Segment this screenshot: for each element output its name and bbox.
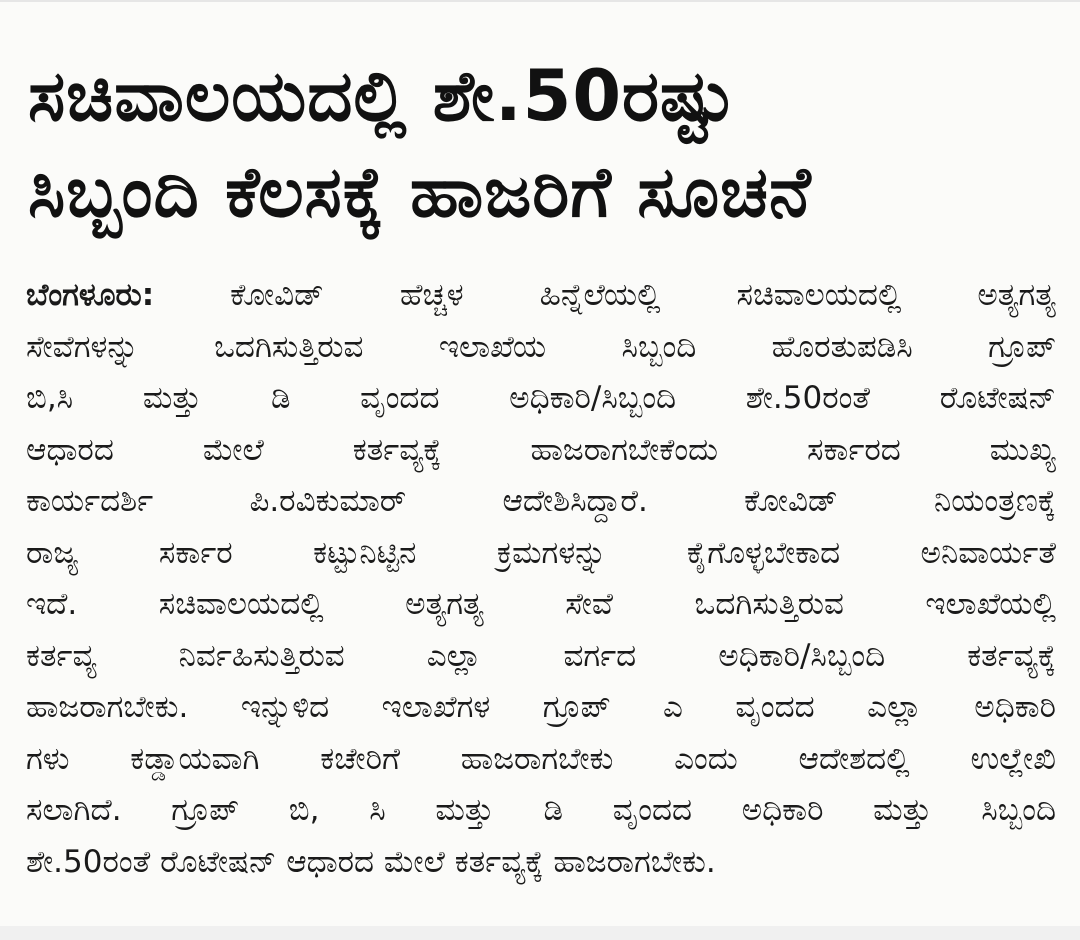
article-line: ಹಾಜರಾಗಬೇಕು. ಇನ್ನುಳಿದ ಇಲಾಖೆಗಳ ಗ್ರೂಪ್ ಎ ವೃಂದದ ಎಲ್ಲಾ ಅಧಿಕಾರಿ	[26, 689, 1056, 725]
dateline: ಬೆಂಗಳೂರು:	[26, 277, 155, 313]
article-line: ಇದೆ. ಸಚಿವಾಲಯದಲ್ಲಿ ಅತ್ಯಗತ್ಯ ಸೇವೆ ಒದಗಿಸುತ್ತಿರುವ ಇಲಾಖೆಯಲ್ಲಿ	[26, 586, 1056, 622]
article-line: ಕರ್ತವ್ಯ ನಿರ್ವಹಿಸುತ್ತಿರುವ ಎಲ್ಲಾ ವರ್ಗದ ಅಧಿಕಾರಿ/ಸಿಬ್ಬಂದಿ ಕರ್ತವ್ಯಕ್ಕೆ	[26, 637, 1056, 674]
headline-line-1: ಸಚಿವಾಲಯದಲ್ಲಿ ಶೇ.50ರಷ್ಟು	[28, 55, 736, 137]
article-line: ಆಧಾರದ ಮೇಲೆ ಕರ್ತವ್ಯಕ್ಕೆ ಹಾಜರಾಗಬೇಕೆಂದು ಸರ್ಕಾರದ ಮುಖ್ಯ	[26, 431, 1056, 468]
article-line: ಸೇವೆಗಳನ್ನು ಒದಗಿಸುತ್ತಿರುವ ಇಲಾಖೆಯ ಸಿಬ್ಬಂದಿ ಹೊರತುಪಡಿಸಿ ಗ್ರೂಪ್	[26, 328, 1056, 365]
headline	[28, 48, 1058, 240]
article-line	[26, 270, 1056, 322]
article-line: ಕಾರ್ಯದರ್ಶಿ ಪಿ.ರವಿಕುಮಾರ್ ಆದೇಶಿಸಿದ್ದಾರೆ. ಕೋವಿಡ್ ನಿಯಂತ್ರಣಕ್ಕೆ	[26, 483, 1056, 519]
article-line: ಬಿ,ಸಿ ಮತ್ತು ಡಿ ವೃಂದದ ಅಧಿಕಾರಿ/ಸಿಬ್ಬಂದಿ ಶೇ.50ರಂತೆ ರೊಟೇಷನ್	[26, 380, 1056, 416]
article-line: ಗಳು ಕಡ್ಡಾಯವಾಗಿ ಕಚೇರಿಗೆ ಹಾಜರಾಗಬೇಕು ಎಂದು ಆದೇಶದಲ್ಲಿ ಉಲ್ಲೇಖಿ	[26, 740, 1056, 777]
article-body	[26, 270, 1056, 888]
headline-line-2: ಸಿಬ್ಬಂದಿ ಕೆಲಸಕ್ಕೆ ಹಾಜರಿಗೆ ಸೂಚನೆ	[28, 151, 812, 233]
article-line: ಶೇ.50ರಂತೆ ರೊಟೇಷನ್ ಆಧಾರದ ಮೇಲೆ ಕರ್ತವ್ಯಕ್ಕೆ ಹಾಜರಾಗಬೇಕು.	[26, 843, 716, 880]
article-line: ಸಲಾಗಿದೆ. ಗ್ರೂಪ್ ಬಿ, ಸಿ ಮತ್ತು ಡಿ ವೃಂದದ ಅಧಿಕಾರಿ ಮತ್ತು ಸಿಬ್ಬಂದಿ	[26, 792, 1056, 828]
article-line: ರಾಜ್ಯ ಸರ್ಕಾರ ಕಟ್ಟುನಿಟ್ಟಿನ ಕ್ರಮಗಳನ್ನು ಕೈಗೊಳ್ಳಬೇಕಾದ ಅನಿವಾರ್ಯತೆ	[26, 534, 1056, 571]
article-line-text: ಕೋವಿಡ್ ಹೆಚ್ಚಳ ಹಿನ್ನೆಲೆಯಲ್ಲಿ ಸಚಿವಾಲಯದಲ್ಲಿ ಅತ್ಯಗತ್ಯ	[230, 277, 1056, 313]
